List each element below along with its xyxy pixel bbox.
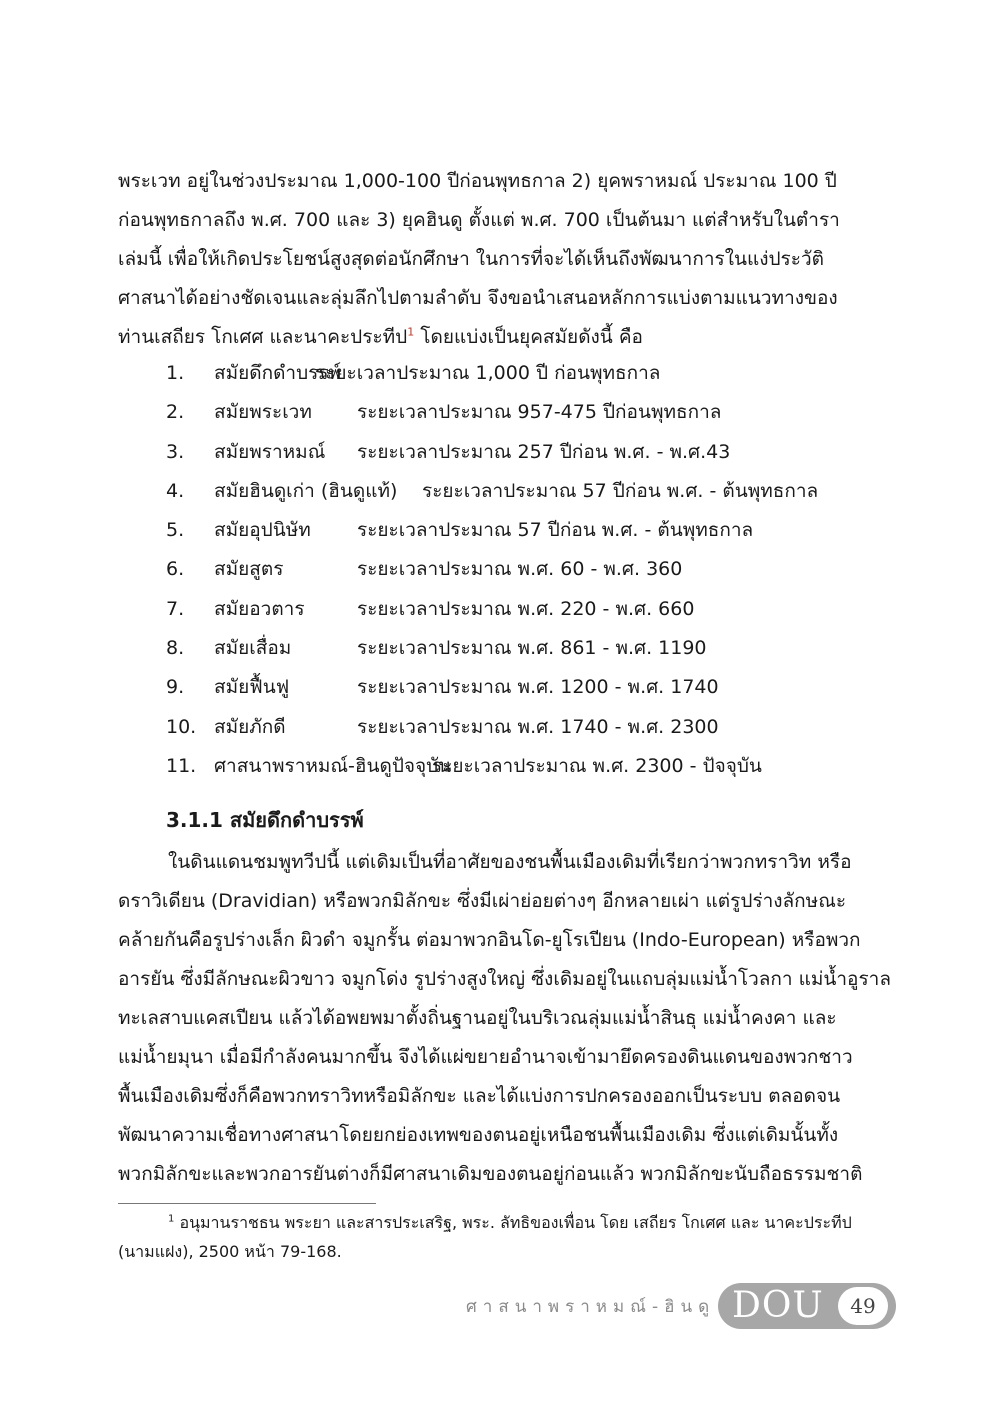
period-range: ระยะเวลาประมาณ พ.ศ. 1200 - พ.ศ. 1740	[357, 676, 719, 699]
period-name: สมัยอุปนิษัท	[214, 519, 311, 542]
list-item	[166, 747, 896, 786]
item-number: 1.	[166, 362, 185, 384]
period-name: ศาสนาพราหมณ์-ฮินดูปัจจุบัน	[214, 754, 452, 777]
list-item	[166, 393, 896, 432]
item-number: 11.	[166, 754, 197, 777]
list-item	[166, 668, 896, 707]
period-range: ระยะเวลาประมาณ 1,000 ปี ก่อนพุทธกาล	[315, 362, 661, 384]
footnote-line	[118, 1208, 894, 1237]
body-paragraph	[118, 843, 894, 1194]
footnote-divider	[118, 1203, 376, 1204]
intro-line	[118, 318, 894, 357]
item-number: 8.	[166, 637, 185, 660]
period-range: ระยะเวลาประมาณ 957-475 ปีก่อนพุทธกาล	[357, 401, 722, 424]
period-list	[166, 354, 896, 786]
period-range: ระยะเวลาประมาณ พ.ศ. 60 - พ.ศ. 360	[357, 558, 683, 581]
intro-line: เล่มนี้ เพื่อให้เกิดประโยชน์สูงสุดต่อนักศึกษา ในการที่จะได้เห็นถึงพัฒนาการในแง่ประวัติ	[118, 248, 824, 270]
item-number: 3.	[166, 440, 185, 463]
period-name: สมัยฟื้นฟู	[214, 676, 290, 699]
period-range: ระยะเวลาประมาณ พ.ศ. 1740 - พ.ศ. 2300	[357, 715, 719, 738]
list-item	[166, 511, 896, 550]
period-range: ระยะเวลาประมาณ พ.ศ. 2300 - ปัจจุบัน	[432, 754, 762, 777]
footnote-reference[interactable]: 1	[407, 325, 415, 339]
body-line: พวกมิลักขะและพวกอารยันต่างก็มีศาสนาเดิมของตนอยู่ก่อนแล้ว พวกมิลักขะนับถือธรรมชาติ	[118, 1163, 863, 1185]
intro-last-line-end: โดยแบ่งเป็นยุคสมัยดังนี้ คือ	[414, 326, 643, 348]
footnote-text: อนุมานราชธน พระยา และสารประเสริฐ, พระ. ลัทธิของเพื่อน โดย เสถียร โกเศศ และ นาคะประทีป	[174, 1213, 852, 1232]
page-badge	[718, 1283, 896, 1329]
intro-line: พระเวท อยู่ในช่วงประมาณ 1,000-100 ปีก่อนพุทธกาล 2) ยุคพราหมณ์ ประมาณ 100 ปี	[118, 170, 837, 192]
footnote-marker: 1	[168, 1213, 175, 1225]
list-item	[166, 433, 896, 472]
intro-line: ศาสนาได้อย่างชัดเจนและลุ่มลึกไปตามลำดับ จึงขอนำเสนอหลักการแบ่งตามแนวทางของ	[118, 287, 838, 309]
period-range: ระยะเวลาประมาณ 57 ปีก่อน พ.ศ. - ต้นพุทธกาล	[357, 519, 754, 542]
item-number: 5.	[166, 519, 185, 542]
running-title: ศาสนาพราหมณ์-ฮินดู	[466, 1297, 716, 1317]
period-range: ระยะเวลาประมาณ พ.ศ. 861 - พ.ศ. 1190	[357, 637, 707, 660]
period-name: สมัยอวตาร	[214, 597, 305, 620]
page-number: 49	[838, 1287, 888, 1325]
period-name: สมัยดึกดำบรรพ์	[214, 362, 342, 384]
footnote	[118, 1208, 894, 1266]
item-number: 9.	[166, 676, 185, 699]
intro-paragraph	[118, 162, 894, 357]
item-number: 6.	[166, 558, 185, 581]
list-item	[166, 354, 896, 393]
list-item	[166, 629, 896, 668]
body-line: พื้นเมืองเดิมซึ่งก็คือพวกทราวิทหรือมิลักขะ และได้แบ่งการปกครองออกเป็นระบบ ตลอดจน	[118, 1085, 841, 1107]
item-number: 2.	[166, 401, 185, 424]
body-line: คล้ายกันคือรูปร่างเล็ก ผิวดำ จมูกรั้น ต่อมาพวกอินโด-ยูโรเปียน (Indo-European) หรือพวก	[118, 929, 861, 951]
body-line: ในดินแดนชมพูทวีปนี้ แต่เดิมเป็นที่อาศัยของชนพื้นเมืองเดิมที่เรียกว่าพวกทราวิท หรือ	[168, 851, 852, 873]
item-number: 7.	[166, 597, 185, 620]
period-name: สมัยพระเวท	[214, 401, 312, 424]
item-number: 4.	[166, 479, 185, 502]
list-item	[166, 472, 896, 511]
period-range: ระยะเวลาประมาณ 57 ปีก่อน พ.ศ. - ต้นพุทธกาล	[422, 479, 819, 502]
list-item	[166, 550, 896, 589]
list-item	[166, 708, 896, 747]
dou-logo: DOU	[732, 1285, 824, 1326]
body-line: แม่น้ำยมุนา เมื่อมีกำลังคนมากขึ้น จึงได้แผ่ขยายอำนาจเข้ามายึดครองดินแดนของพวกชาว	[118, 1046, 853, 1068]
period-name: สมัยภักดี	[214, 715, 286, 738]
period-range: ระยะเวลาประมาณ พ.ศ. 220 - พ.ศ. 660	[357, 597, 695, 620]
section-heading: 3.1.1 สมัยดึกดำบรรพ์	[166, 808, 364, 832]
body-line: อารยัน ซึ่งมีลักษณะผิวขาว จมูกโด่ง รูปร่างสูงใหญ่ ซึ่งเดิมอยู่ในแถบลุ่มแม่น้ำโวลกา แม่น้ำอูราล	[118, 968, 891, 990]
body-line: ดราวิเดียน (Dravidian) หรือพวกมิลักขะ ซึ่งมีเผ่าย่อยต่างๆ อีกหลายเผ่า แต่รูปร่างลักษณะ	[118, 890, 847, 912]
period-name: สมัยเสื่อม	[214, 637, 292, 660]
period-range: ระยะเวลาประมาณ 257 ปีก่อน พ.ศ. - พ.ศ.43	[357, 440, 731, 463]
intro-line: ก่อนพุทธกาลถึง พ.ศ. 700 และ 3) ยุคฮินดู ตั้งแต่ พ.ศ. 700 เป็นต้นมา แต่สำหรับในตำรา	[118, 209, 840, 231]
period-name: สมัยสูตร	[214, 558, 284, 581]
intro-last-line-start: ท่านเสถียร โกเศศ และนาคะประทีป	[118, 326, 408, 348]
period-name: สมัยพราหมณ์	[214, 440, 326, 463]
list-item	[166, 590, 896, 629]
body-line: ทะเลสาบแคสเปียน แล้วได้อพยพมาตั้งถิ่นฐานอยู่ในบริเวณลุ่มแม่น้ำสินธุ แม่น้ำคงคา และ	[118, 1007, 837, 1029]
period-name: สมัยฮินดูเก่า (ฮินดูแท้)	[214, 479, 398, 502]
footnote-line: (นามแฝง), 2500 หน้า 79-168.	[118, 1242, 342, 1261]
item-number: 10.	[166, 715, 197, 738]
body-line: พัฒนาความเชื่อทางศาสนาโดยยกย่องเทพของตนอยู่เหนือชนพื้นเมืองเดิม ซึ่งแต่เดิมนั้นทั้ง	[118, 1124, 839, 1146]
